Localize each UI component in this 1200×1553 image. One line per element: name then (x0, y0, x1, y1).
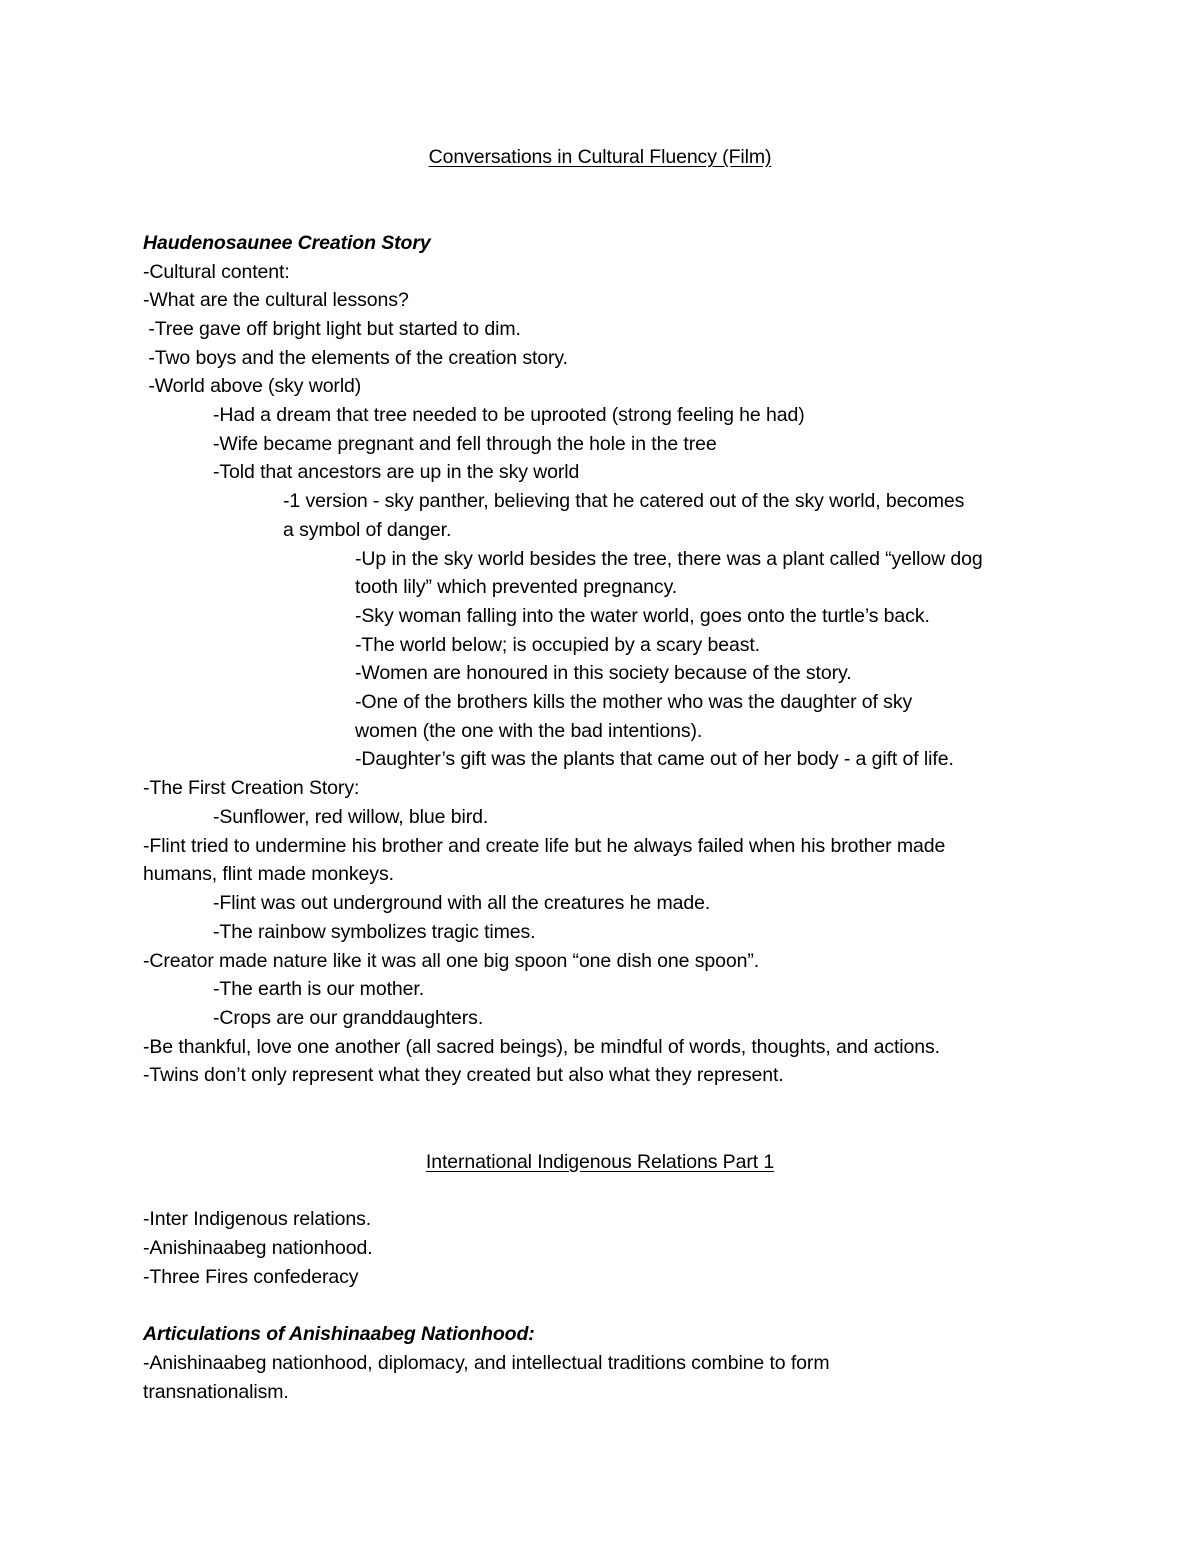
text-line: -World above (sky world) (143, 375, 362, 397)
text-line: -Two boys and the elements of the creation story. (143, 347, 568, 369)
text-line: tooth lily” which prevented pregnancy. (355, 576, 678, 598)
section-heading-articulations: Articulations of Anishinaabeg Nationhood: (143, 1323, 535, 1345)
text-line: -Sunflower, red willow, blue bird. (213, 806, 489, 828)
text-line: -The rainbow symbolizes tragic times. (213, 921, 536, 943)
text-line: -Cultural content: (143, 261, 290, 283)
text-line: a symbol of danger. (283, 519, 452, 541)
document-title: Conversations in Cultural Fluency (Film) (428, 146, 772, 168)
text-line: -Up in the sky world besides the tree, there was a plant called “yellow dog (355, 548, 983, 570)
text-line: -Twins don’t only represent what they created but also what they represent. (143, 1064, 784, 1086)
text-line: humans, flint made monkeys. (143, 863, 394, 885)
text-line: -Be thankful, love one another (all sacred beings), be mindful of words, thoughts, and actions. (143, 1036, 940, 1058)
text-line: -Told that ancestors are up in the sky world (213, 461, 580, 483)
text-line: -Flint tried to undermine his brother and create life but he always failed when his brother made (143, 835, 946, 857)
text-line: -Anishinaabeg nationhood, diplomacy, and intellectual traditions combine to form (143, 1352, 830, 1374)
text-line: -One of the brothers kills the mother who was the daughter of sky (355, 691, 913, 713)
text-line: -Wife became pregnant and fell through the hole in the tree (213, 433, 717, 455)
text-line: transnationalism. (143, 1381, 289, 1403)
text-line: -1 version - sky panther, believing that he catered out of the sky world, becomes (283, 490, 965, 512)
text-line: -Inter Indigenous relations. (143, 1208, 372, 1230)
text-line: -Tree gave off bright light but started to dim. (143, 318, 521, 340)
section-title-international-relations: International Indigenous Relations Part 1 (425, 1151, 775, 1173)
text-line: -The First Creation Story: (143, 777, 360, 799)
text-line: -Daughter’s gift was the plants that came out of her body - a gift of life. (355, 748, 954, 770)
text-line: -Sky woman falling into the water world, goes onto the turtle’s back. (355, 605, 930, 627)
text-line: women (the one with the bad intentions). (355, 720, 703, 742)
text-line: -Crops are our granddaughters. (213, 1007, 484, 1029)
text-line: -Flint was out underground with all the creatures he made. (213, 892, 711, 914)
text-line: -What are the cultural lessons? (143, 289, 409, 311)
section-heading-haudenosaunee: Haudenosaunee Creation Story (143, 232, 431, 254)
text-line: -Creator made nature like it was all one big spoon “one dish one spoon”. (143, 950, 760, 972)
text-line: -Three Fires confederacy (143, 1266, 359, 1288)
text-line: -The earth is our mother. (213, 978, 425, 1000)
text-line: -The world below; is occupied by a scary beast. (355, 634, 760, 656)
text-line: -Had a dream that tree needed to be uprooted (strong feeling he had) (213, 404, 805, 426)
text-line: -Women are honoured in this society because of the story. (355, 662, 852, 684)
text-line: -Anishinaabeg nationhood. (143, 1237, 373, 1259)
